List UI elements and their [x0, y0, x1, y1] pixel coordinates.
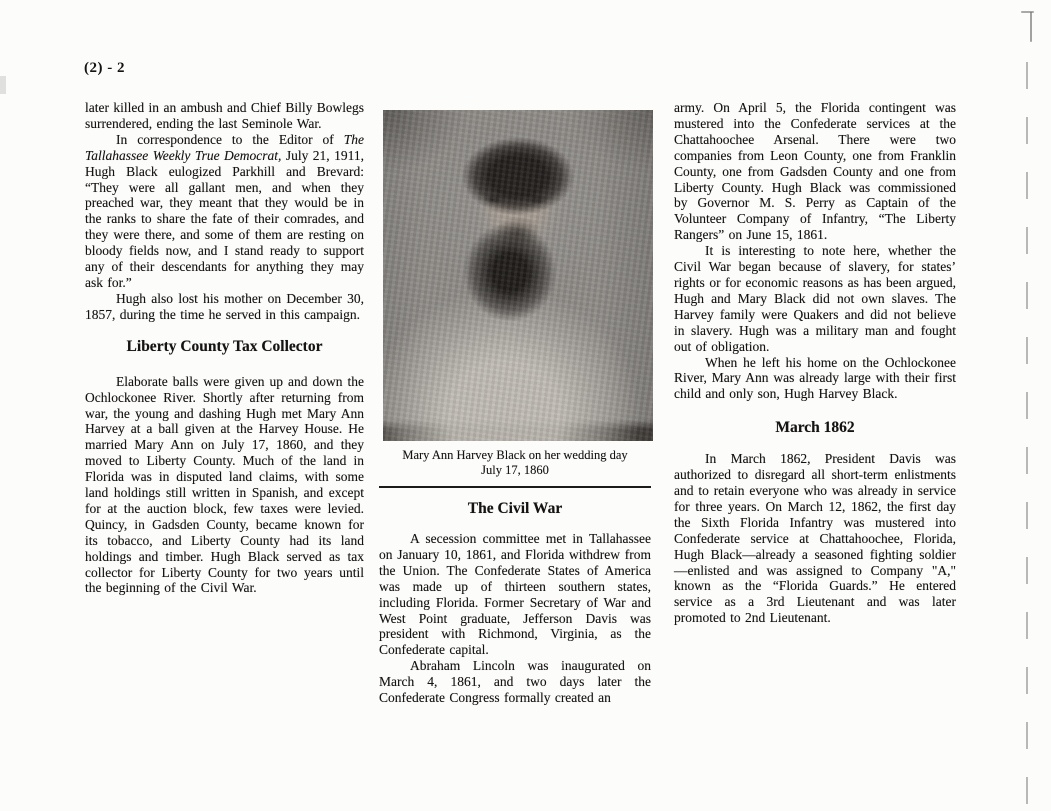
paragraph: It is interesting to note here, whether the Civil War began because of slavery, for states’ rights or for economic reasons as has been argued, Hugh and Mary Black did not own slaves. The Harvey family were Quakers and did not believe in slavery. Hugh was a military man and fought out of obligation. [674, 243, 956, 354]
paragraph: army. On April 5, the Florida contingent was mustered into the Confederate services at the Chattahoochee Arsenal. There were two companies from Leon County, one from Franklin County, one from Gadsden County and one from Liberty County. Hugh Black was commissioned by Governor M. S. Perry as Captain of the Volunteer Company of Infantry, “The Liberty Rangers” on June 15, 1861. [674, 100, 956, 243]
scan-corner-mark [1021, 11, 1034, 13]
portrait-photo [383, 110, 653, 441]
paragraph-text: July 21, 1911, Hugh Black eulogized Parkhill and Brevard: “They were all gallant men, and when they preached war, they meant that they would be in the ranks to share the fate of their comrades, and they were there, and some of them are resting on bloody fields now, and I stand ready to support any of their descendants for anything they may ask for.” [85, 147, 364, 290]
section-heading-liberty-county-tax-collector: Liberty County Tax Collector [126, 337, 323, 355]
horizontal-rule [379, 486, 651, 488]
paragraph: Abraham Lincoln was inaugurated on March 4, 1861, and two days later the Confederate Congress formally created an [379, 658, 651, 706]
paragraph: In March 1862, President Davis was authorized to disregard all short-term enlistments and to retain everyone who was already in service for three years. On March 12, 1862, the first day the Sixth Florida Infantry was mustered into Confederate service at Chattahoochee, Florida, Hugh Black—already a seasoned fighting soldier—enlisted and was assigned to Company "A," known as the “Florida Guards.” He entered service as a 3rd Lieutenant and was later promoted to 2nd Lieutenant. [674, 451, 956, 626]
paragraph-text: In correspondence to the Editor of [116, 131, 344, 147]
newspaper-title: The Tallahassee Weekly True Democrat, [85, 131, 364, 163]
scan-edge-dashed-line [1026, 62, 1028, 810]
paragraph: Hugh also lost his mother on December 30, 1857, during the time he served in this campaign. [85, 290, 364, 322]
page-number: (2) - 2 [84, 60, 125, 76]
section-heading-the-civil-war: The Civil War [467, 500, 563, 517]
paragraph: A secession committee met in Tallahassee on January 10, 1861, and Florida withdrew from the Union. The Confederate States of America was made up of thirteen southern states, including Florida. Former Secretary of War and West Point graduate, Jefferson Davis was president with Richmond, Virginia, as the Confederate capital. [379, 531, 651, 658]
paragraph: Elaborate balls were given up and down the Ochlockonee River. Shortly after returning from war, the young and dashing Hugh met Mary Ann Harvey at a ball given at the Harvey House. He married Mary Ann on July 17, 1860, and they moved to Liberty County. Much of the land in Florida was in disputed land claims, with some land holdings still written in Spanish, and except for at the auction block, few taxes were levied. Quincy, in Gadsden County, became known for its tobacco, and Liberty County had its land holdings and timber. Hugh Black served as tax collector for Liberty County for two years until the beginning of the Civil War. [85, 373, 364, 596]
scan-edge-smudge [0, 76, 6, 94]
scan-corner-mark [1030, 12, 1032, 42]
right-text-column [674, 100, 956, 626]
paragraph [85, 132, 364, 291]
photo-caption [379, 448, 651, 478]
photo-caption-line2: July 17, 1860 [481, 463, 549, 477]
paragraph: later killed in an ambush and Chief Billy Bowlegs surrendered, ending the last Seminole War. [85, 100, 364, 131]
photo-caption-line1: Mary Ann Harvey Black on her wedding day [402, 448, 628, 462]
section-heading-march-1862: March 1862 [775, 419, 855, 437]
left-text-column [85, 100, 364, 596]
middle-text-column [379, 110, 651, 706]
paragraph: When he left his home on the Ochlockonee River, Mary Ann was already large with their first child and only son, Hugh Harvey Black. [674, 354, 956, 402]
